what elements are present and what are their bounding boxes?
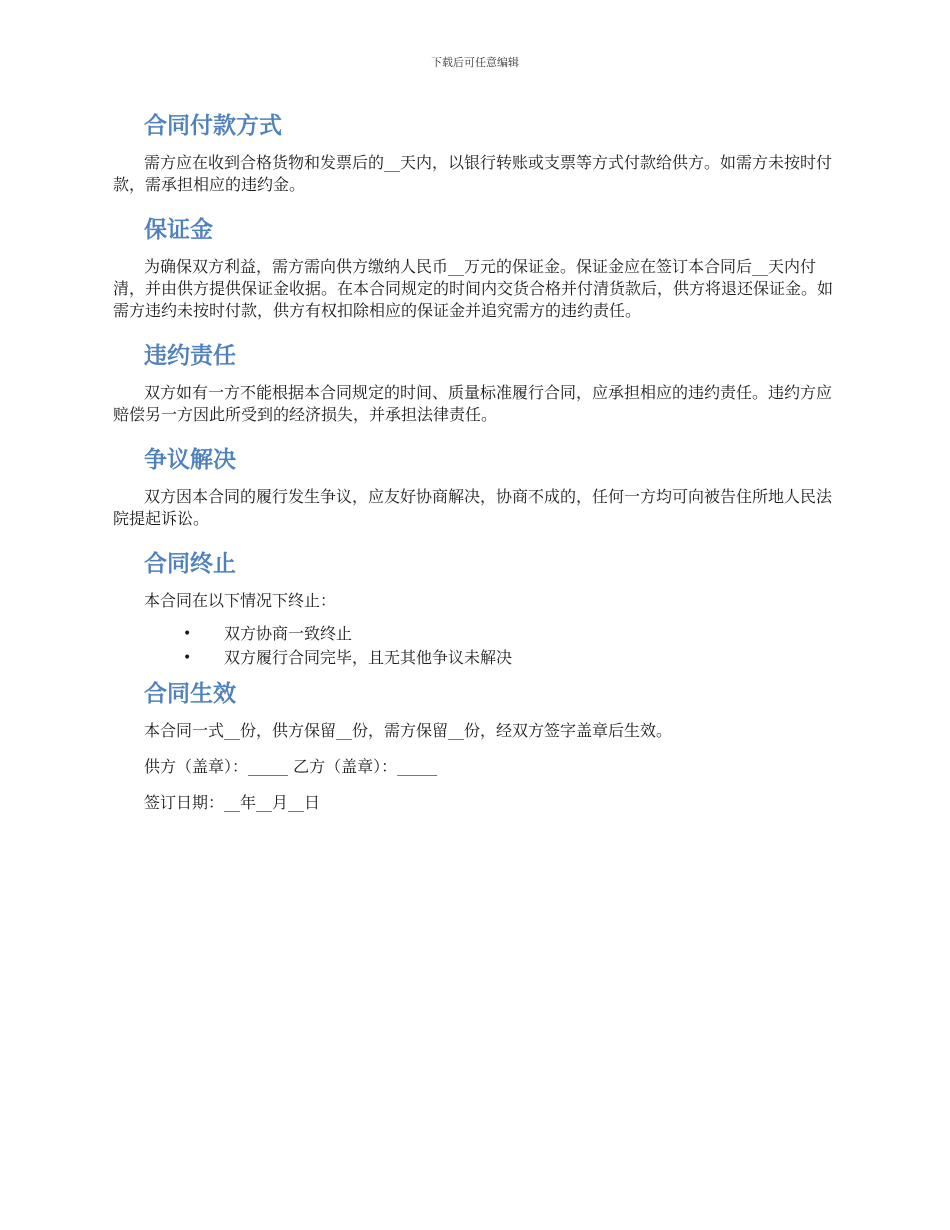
section-title-dispute: 争议解决 <box>144 447 236 473</box>
termination-list <box>113 622 835 670</box>
list-item: • 双方协商一致终止 <box>113 622 835 646</box>
copies-line: 本合同一式__份，供方保留__份，需方保留__份，经双方签字盖章后生效。 <box>144 721 673 740</box>
section-title-effective: 合同生效 <box>144 681 236 707</box>
section-deposit <box>113 212 835 322</box>
list-item: • 双方履行合同完毕，且无其他争议未解决 <box>113 646 835 670</box>
section-body-liability: 双方如有一方不能根据本合同规定的时间、质量标准履行合同，应承担相应的违约责任。违约方应赔偿另一方因此所受到的经济损失，并承担法律责任。 <box>113 383 833 424</box>
seals-line: 供方（盖章）：_____ 乙方（盖章）：_____ <box>144 757 438 776</box>
section-payment <box>113 108 835 196</box>
section-title-deposit: 保证金 <box>144 217 213 243</box>
section-body-dispute: 双方因本合同的履行发生争议，应友好协商解决，协商不成的，任何一方均可向被告住所地人民法院提起诉讼。 <box>113 487 833 528</box>
header-note: 下载后可任意编辑 <box>431 56 519 69</box>
termination-intro: 本合同在以下情况下终止： <box>144 591 337 610</box>
bullet-icon: • <box>183 650 192 666</box>
document-body <box>113 108 835 828</box>
section-termination <box>113 546 835 670</box>
section-effective <box>113 676 835 814</box>
section-title-termination: 合同终止 <box>144 551 236 577</box>
section-body-deposit: 为确保双方利益，需方需向供方缴纳人民币__万元的保证金。保证金应在签订本合同后__天内付清，并由供方提供保证金收据。在本合同规定的时间内交货合格并付清货款后，供方将退还保证金。如需方违约未按时付款，供方有权扣除相应的保证金并追究需方的违约责任。 <box>113 257 834 320</box>
section-body-payment: 需方应在收到合格货物和发票后的__天内，以银行转账或支票等方式付款给供方。如需方未按时付款，需承担相应的违约金。 <box>113 153 833 194</box>
section-title-liability: 违约责任 <box>144 343 236 369</box>
section-liability <box>113 338 835 426</box>
signing-date-line: 签订日期：__年__月__日 <box>144 793 321 812</box>
bullet-icon: • <box>183 626 192 642</box>
section-title-payment: 合同付款方式 <box>144 113 282 139</box>
section-dispute <box>113 442 835 530</box>
